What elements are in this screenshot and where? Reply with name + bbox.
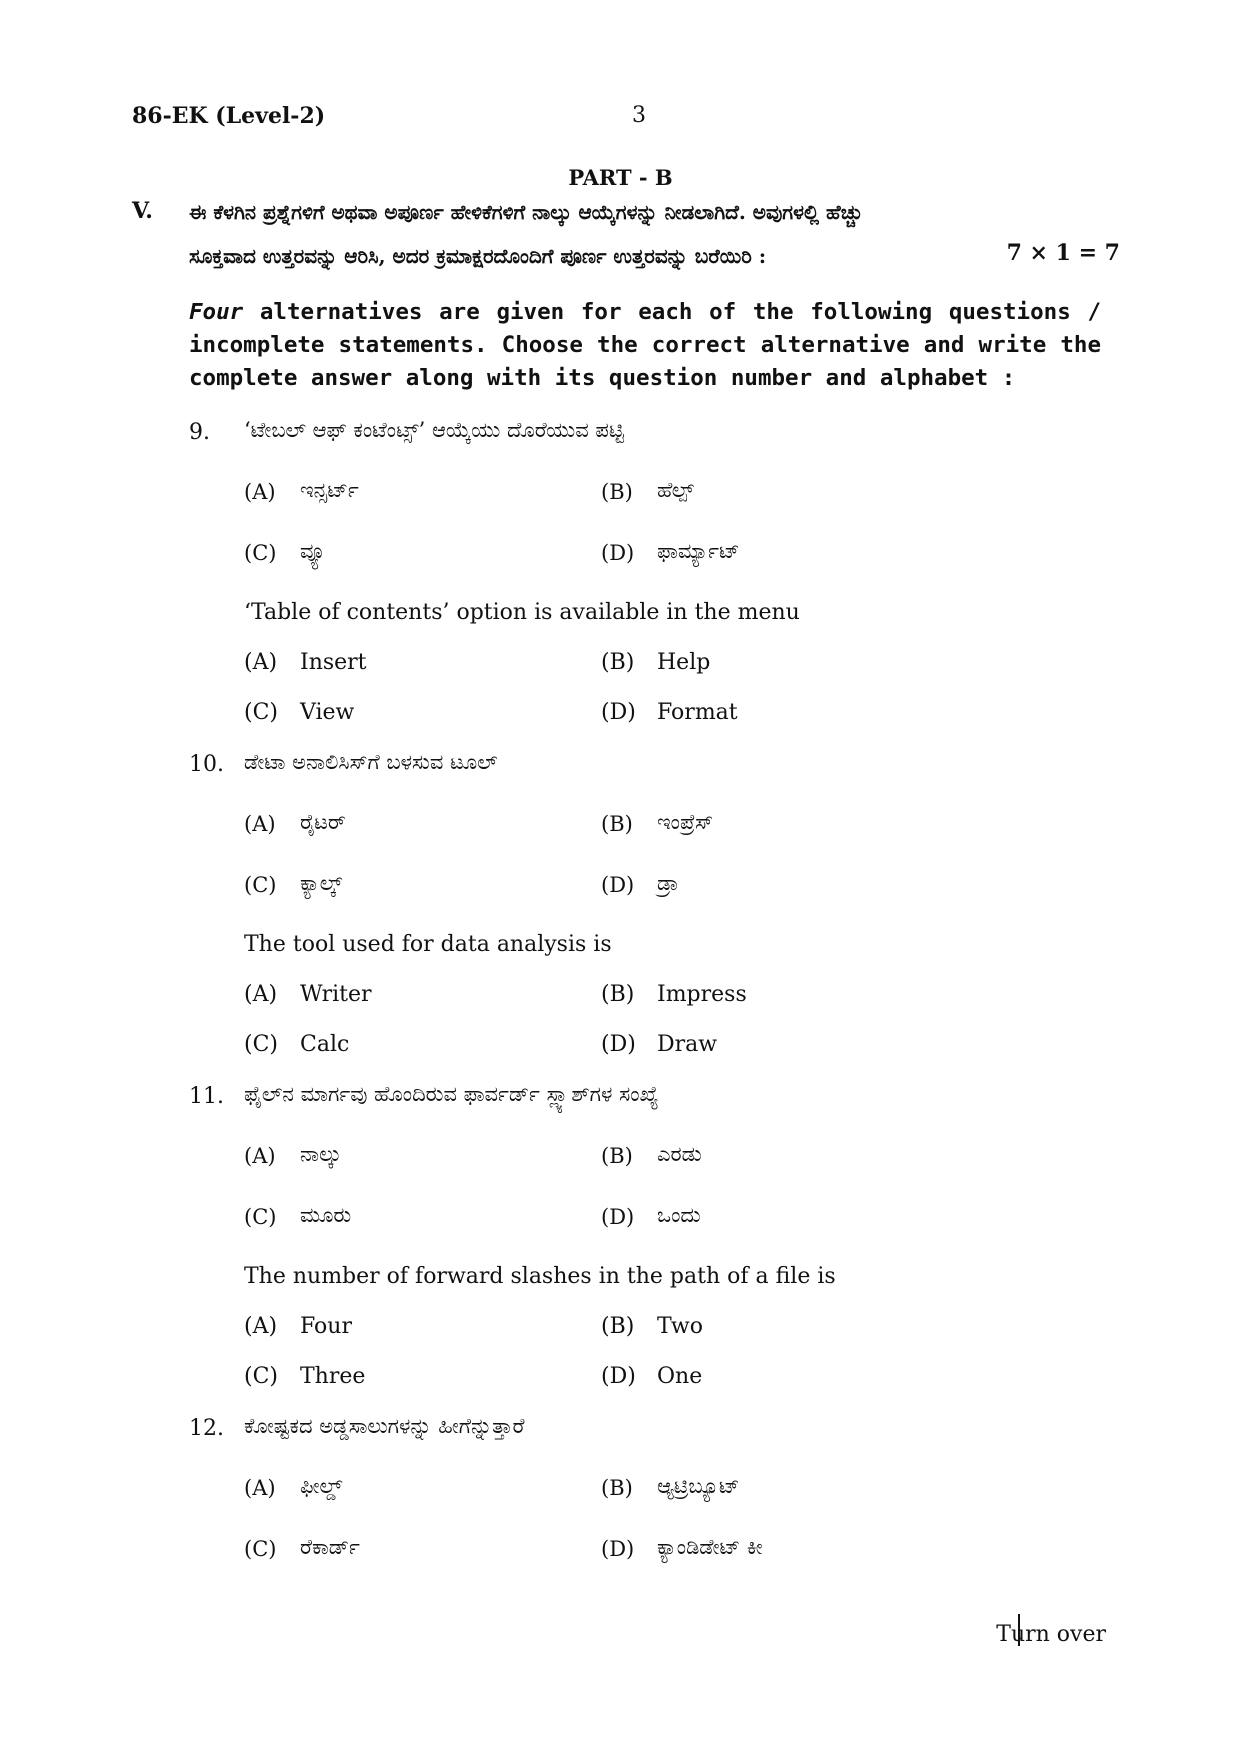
section-marks: 7 × 1 = 7 [1006,240,1120,266]
question-number: 11. [189,1084,224,1109]
option-label: (D) [601,1537,635,1561]
option-text: One [657,1364,703,1389]
option-text: ಆ್ಯಟ್ರಿಬ್ಯೂಟ್ [657,1474,740,1498]
option-text: ರೈಟರ್ [300,810,346,834]
option-label: (A) [244,650,278,675]
option-label: (D) [601,541,635,565]
option-label: (C) [244,541,277,565]
option-label: (B) [601,480,633,504]
option-label: (A) [244,1314,278,1339]
option-text: ಮೂರು [300,1203,352,1227]
question-number: 9. [189,420,210,445]
english-instruction-lead: Four [189,299,244,325]
question-english: The tool used for data analysis is [244,932,612,957]
option-text: Format [657,700,738,725]
option-text: Two [657,1314,703,1339]
option-text: Draw [657,1032,718,1057]
paper-code: 86-EK (Level-2) [132,103,326,129]
option-label: (A) [244,982,278,1007]
option-text: ಒಂದು [657,1203,701,1227]
kannada-instruction-line-1: ಈ ಕೆಳಗಿನ ಪ್ರಶ್ನೆಗಳಿಗೆ ಅಥವಾ ಅಪೂರ್ಣ ಹೇಳಿಕೆಗಳಿಗೆ ನಾಲ್ಕು ಆಯ್ಕೆಗಳನ್ನು ನೀಡಲಾಗಿದೆ. ಅವುಗಳಲ್ಲಿ ಹೆಚ್ಚು [189,200,863,224]
option-label: (C) [244,873,277,897]
option-label: (D) [601,1032,636,1057]
option-label: (B) [601,812,633,836]
option-label: (B) [601,1144,633,1168]
option-label: (D) [601,1364,636,1389]
kannada-instruction-line-2: ಸೂಕ್ತವಾದ ಉತ್ತರವನ್ನು ಆರಿಸಿ, ಅದರ ಕ್ರಮಾಕ್ಷರದೊಂದಿಗೆ ಪೂರ್ಣ ಉತ್ತರವನ್ನು ಬರೆಯಿರಿ : [189,244,767,268]
option-text: View [300,700,355,725]
option-label: (C) [244,1032,278,1057]
option-label: (A) [244,480,276,504]
option-text: ಇನ್ಸರ್ಟ್ [300,478,359,502]
option-text: ಫೀಲ್ಡ್ [300,1474,343,1498]
part-title: PART - B [568,165,673,190]
option-text: ನಾಲ್ಕು [300,1142,342,1166]
option-text: Four [300,1314,352,1339]
option-label: (C) [244,1205,277,1229]
option-text: ಕ್ಯಾಂಡಿಡೇಟ್ ಕೀ [657,1535,763,1559]
option-label: (A) [244,1144,276,1168]
question-english: ‘Table of contents’ option is available in the menu [244,600,800,625]
turn-over: Turn over [996,1622,1106,1647]
question-kannada: ಡೇಟಾ ಅನಾಲಿಸಿಸ್‌ಗೆ ಬಳಸುವ ಟೂಲ್ [244,750,498,774]
question-kannada: ‘ಟೇಬಲ್ ಆಫ್ ಕಂಟೆಂಟ್ಸ್’ ಆಯ್ಕೆಯು ದೊರೆಯುವ ಪಟ್ಟಿ [244,418,625,442]
question-kannada: ಕೋಷ್ಟಕದ ಅಡ್ಡಸಾಲುಗಳನ್ನು ಹೀಗೆನ್ನುತ್ತಾರೆ [244,1414,525,1438]
option-text: ಇಂಪ್ರೆಸ್ [657,810,714,834]
option-text: ಎರಡು [657,1142,702,1166]
option-label: (D) [601,1205,635,1229]
option-text: Writer [300,982,372,1007]
option-label: (D) [601,873,635,897]
option-text: Help [657,650,711,675]
option-text: ರೆಕಾರ್ಡ್ [300,1535,360,1559]
option-text: ಫಾರ್ಮ್ಯಾಟ್ [657,539,740,563]
option-text: Calc [300,1032,350,1057]
question-kannada: ಫೈಲ್‌ನ ಮಾರ್ಗವು ಹೊಂದಿರುವ ಫಾರ್ವರ್ಡ್ ಸ್ಲ್ಯಾಶ್‌ಗಳ ಸಂಖ್ಯೆ [244,1082,659,1106]
option-label: (A) [244,1476,276,1500]
option-label: (A) [244,812,276,836]
question-number: 12. [189,1416,224,1441]
option-text: Insert [300,650,367,675]
option-label: (B) [601,1314,635,1339]
page-number: 3 [632,103,646,128]
option-text: Impress [657,982,747,1007]
section-number: V. [132,198,153,224]
option-label: (C) [244,700,278,725]
question-number: 10. [189,752,224,777]
option-label: (C) [244,1364,278,1389]
option-text: ವ್ಯೂ [300,539,326,563]
english-instruction [189,296,1101,395]
option-label: (C) [244,1537,277,1561]
option-label: (B) [601,650,635,675]
question-english: The number of forward slashes in the path of a file is [244,1264,836,1289]
option-text: ಹೆಲ್ಪ್ [657,478,694,502]
english-instruction-rest: alternatives are given for each of the following questions / incomplete statements. Choose the correct alternative and write the complete answer along with its question number and alphabet : [189,299,1101,391]
option-label: (B) [601,1476,633,1500]
option-text: ಡ್ರಾ [657,871,679,895]
option-label: (D) [601,700,636,725]
option-label: (B) [601,982,635,1007]
option-text: ಕ್ಯಾಲ್ಕ್ [300,871,343,895]
option-text: Three [300,1364,366,1389]
